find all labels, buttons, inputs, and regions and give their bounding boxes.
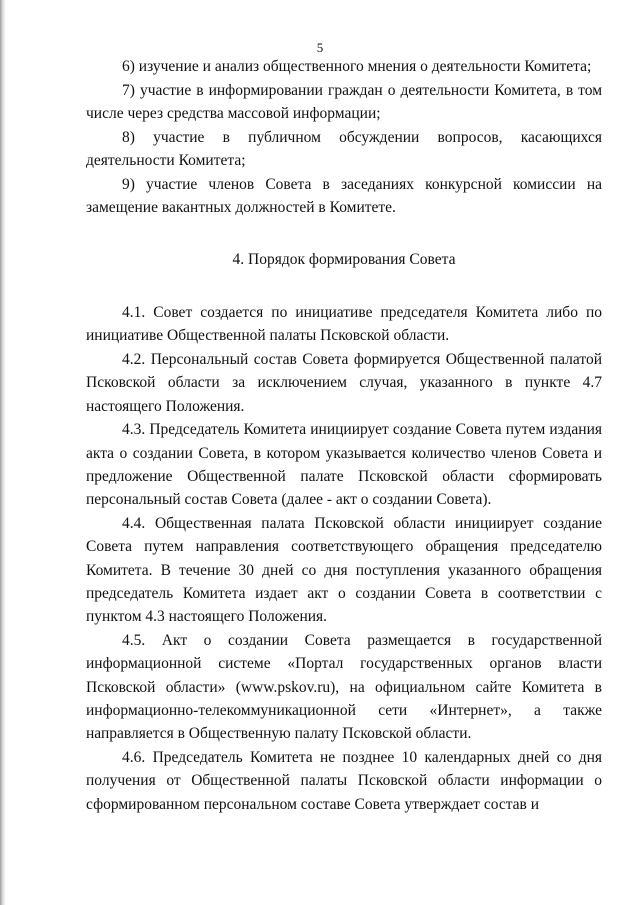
page-number: 5 (316, 40, 324, 55)
clause-4-4: 4.4. Общественная палата Псковской области инициирует создание Совета путем направления соответствующего обращения председателю Комитета. В течение 30 дней со дня поступления указанного обращения председатель Комитета издает акт о создании Совета в соответствии с пунктом 4.3 настоящего Положения. (86, 515, 602, 626)
section-heading: 4. Порядок формирования Совета (232, 250, 456, 268)
document-body (86, 55, 602, 816)
clause-4-5: 4.5. Акт о создании Совета размещается в государственной информационной системе «Портал государственных органов власти Псковской области» (www.pskov.ru), на официальном сайте Комитета в информационно-телекоммуникационной сети «Интернет», а также направляется в Общественную палату Псковской области. (86, 632, 602, 743)
list-item-6: 6) изучение и анализ общественного мнения о деятельности Комитета; (122, 58, 592, 75)
clause-4-3: 4.3. Председатель Комитета инициирует создание Совета путем издания акта о создании Совета, в котором указывается количество членов Совета и предложение Общественной палате Псковской области сформировать персональный состав Совета (далее - акт о создании Совета). (86, 421, 602, 509)
clause-4-1: 4.1. Совет создается по инициативе председателя Комитета либо по инициативе Общественной палаты Псковской области. (86, 303, 602, 345)
list-item-9: 9) участие членов Совета в заседаниях конкурсной комиссии на замещение вакантных должностей в Комитете. (86, 175, 602, 217)
clause-4-2: 4.2. Персональный состав Совета формируется Общественной палатой Псковской области за исключением случая, указанного в пункте 4.7 настоящего Положения. (86, 350, 602, 415)
clause-4-6: 4.6. Председатель Комитета не позднее 10 календарных дней со дня получения от Общественной палаты Псковской области информации о сформированном персональном составе Совета утверждает состав и (86, 749, 602, 813)
scan-edge-shadow (0, 0, 6, 905)
list-item-7: 7) участие в информировании граждан о деятельности Комитета, в том числе через средства массовой информации; (86, 81, 602, 123)
list-item-8: 8) участие в публичном обсуждении вопросов, касающихся деятельности Комитета; (86, 128, 602, 170)
